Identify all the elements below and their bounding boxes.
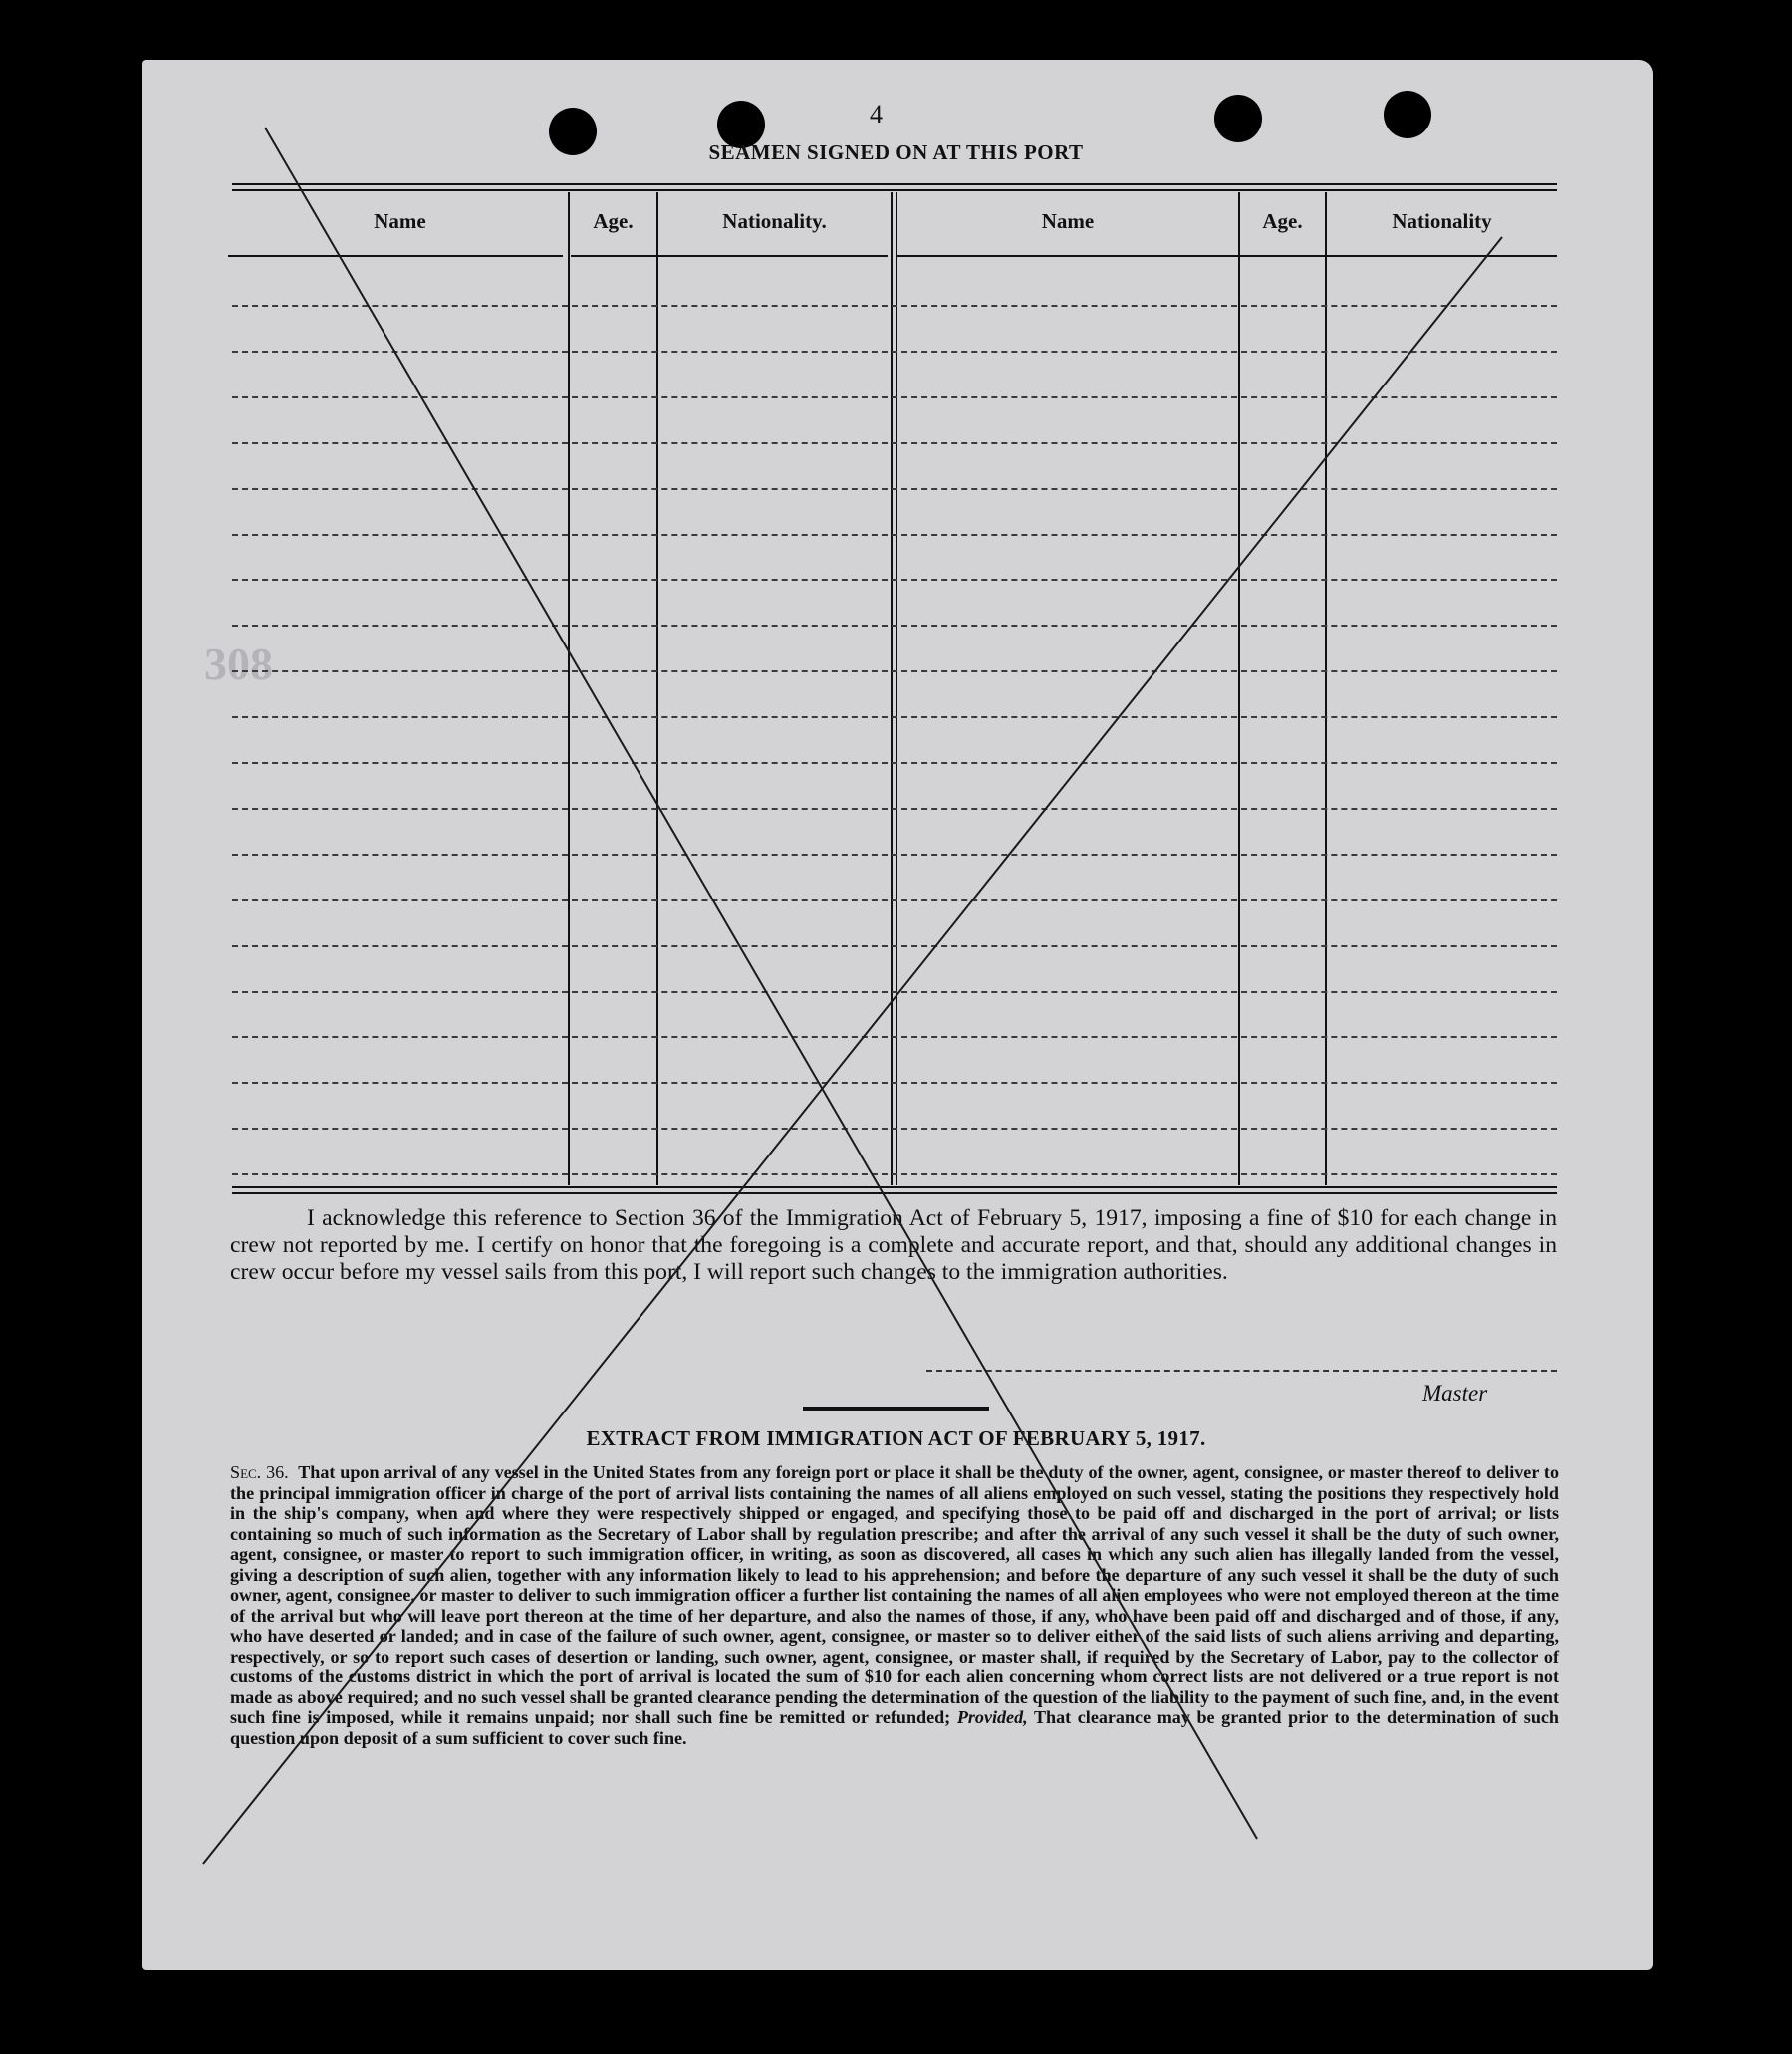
header-nationality-right: Nationality bbox=[1392, 209, 1492, 233]
bleed-through-number: 308 bbox=[204, 639, 273, 689]
header-nationality-left: Nationality. bbox=[722, 209, 827, 233]
section-body-end: That clearance may be granted prior to the determination of such question upon deposit of a sum sufficient to cover such fine. bbox=[230, 1707, 1559, 1748]
section-label: Sec. 36. bbox=[230, 1462, 289, 1482]
header-name-left: Name bbox=[374, 209, 426, 233]
header-age-left: Age. bbox=[593, 209, 634, 233]
header-age-right: Age. bbox=[1262, 209, 1303, 233]
page-number: 4 bbox=[870, 100, 883, 128]
proviso-word: Provided, bbox=[956, 1707, 1028, 1727]
acknowledgment-text: I acknowledge this reference to Section 36 of the Immigration Act of February 5, 1917, imposing a fine of $10 for each change in crew not reported by me. I certify on honor that the foregoing is a complete and accurate report, and that, should any additional changes in crew occur before my vessel sails from this port, I will report such changes to the immigration authorities. bbox=[230, 1205, 1557, 1285]
extract-title: EXTRACT FROM IMMIGRATION ACT OF FEBRUARY 5, 1917. bbox=[586, 1426, 1206, 1450]
section-body: That upon arrival of any vessel in the United States from any foreign port or place it shall be the duty of the owner, agent, consignee, or master thereof to deliver to the principal immigration officer in charge of the port of arrival lists containing the names of all aliens employed on such vessel, stating the positions they respectively hold in the ship's company, when and where they were respectively shipped or engaged, and specifying those to be paid off and discharged in the port of arrival; or lists containing so much of such information as the Secretary of Labor shall by regulation prescribe; and after the arrival of any such vessel it shall be the duty of such owner, agent, consignee, or master to report to such immigration officer, in writing, as soon as discovered, all cases in which any such alien has illegally landed from the vessel, giving a description of such alien, together with any information likely to lead to his apprehension; and before the departure of any such vessel it shall be the duty of such owner, agent, consignee, or master to deliver to such immigration officer a further list containing the names of all alien employees who were not employed thereon at the time of the arrival but who will leave port thereon at the time of her departure, and also the names of those, if any, who have been paid off and discharged and of those, if any, who have deserted or landed; and in case of the failure of such owner, agent, consignee, or master so to deliver either of the said lists of such aliens arriving and departing, respectively, or so to report such cases of desertion or landing, such owner, agent, consignee, or master shall, if required by the Secretary of Labor, pay to the collector of customs of the customs district in which the port of arrival is located the sum of $10 for each alien concerning whom correct lists are not delivered or a true report is not made as above required; and no such vessel shall be granted clearance pending the determination of the question of the liability to the payment of such fine, and, in the event such fine is imposed, while it remains unpaid; nor shall such fine be remitted or refunded; bbox=[230, 1462, 1559, 1727]
header-name-right: Name bbox=[1041, 209, 1095, 233]
page-title: SEAMEN SIGNED ON AT THIS PORT bbox=[708, 140, 1084, 164]
cross-stroke-2 bbox=[203, 237, 1502, 1864]
cross-stroke-1 bbox=[265, 128, 1257, 1839]
master-label: Master bbox=[1422, 1381, 1488, 1406]
